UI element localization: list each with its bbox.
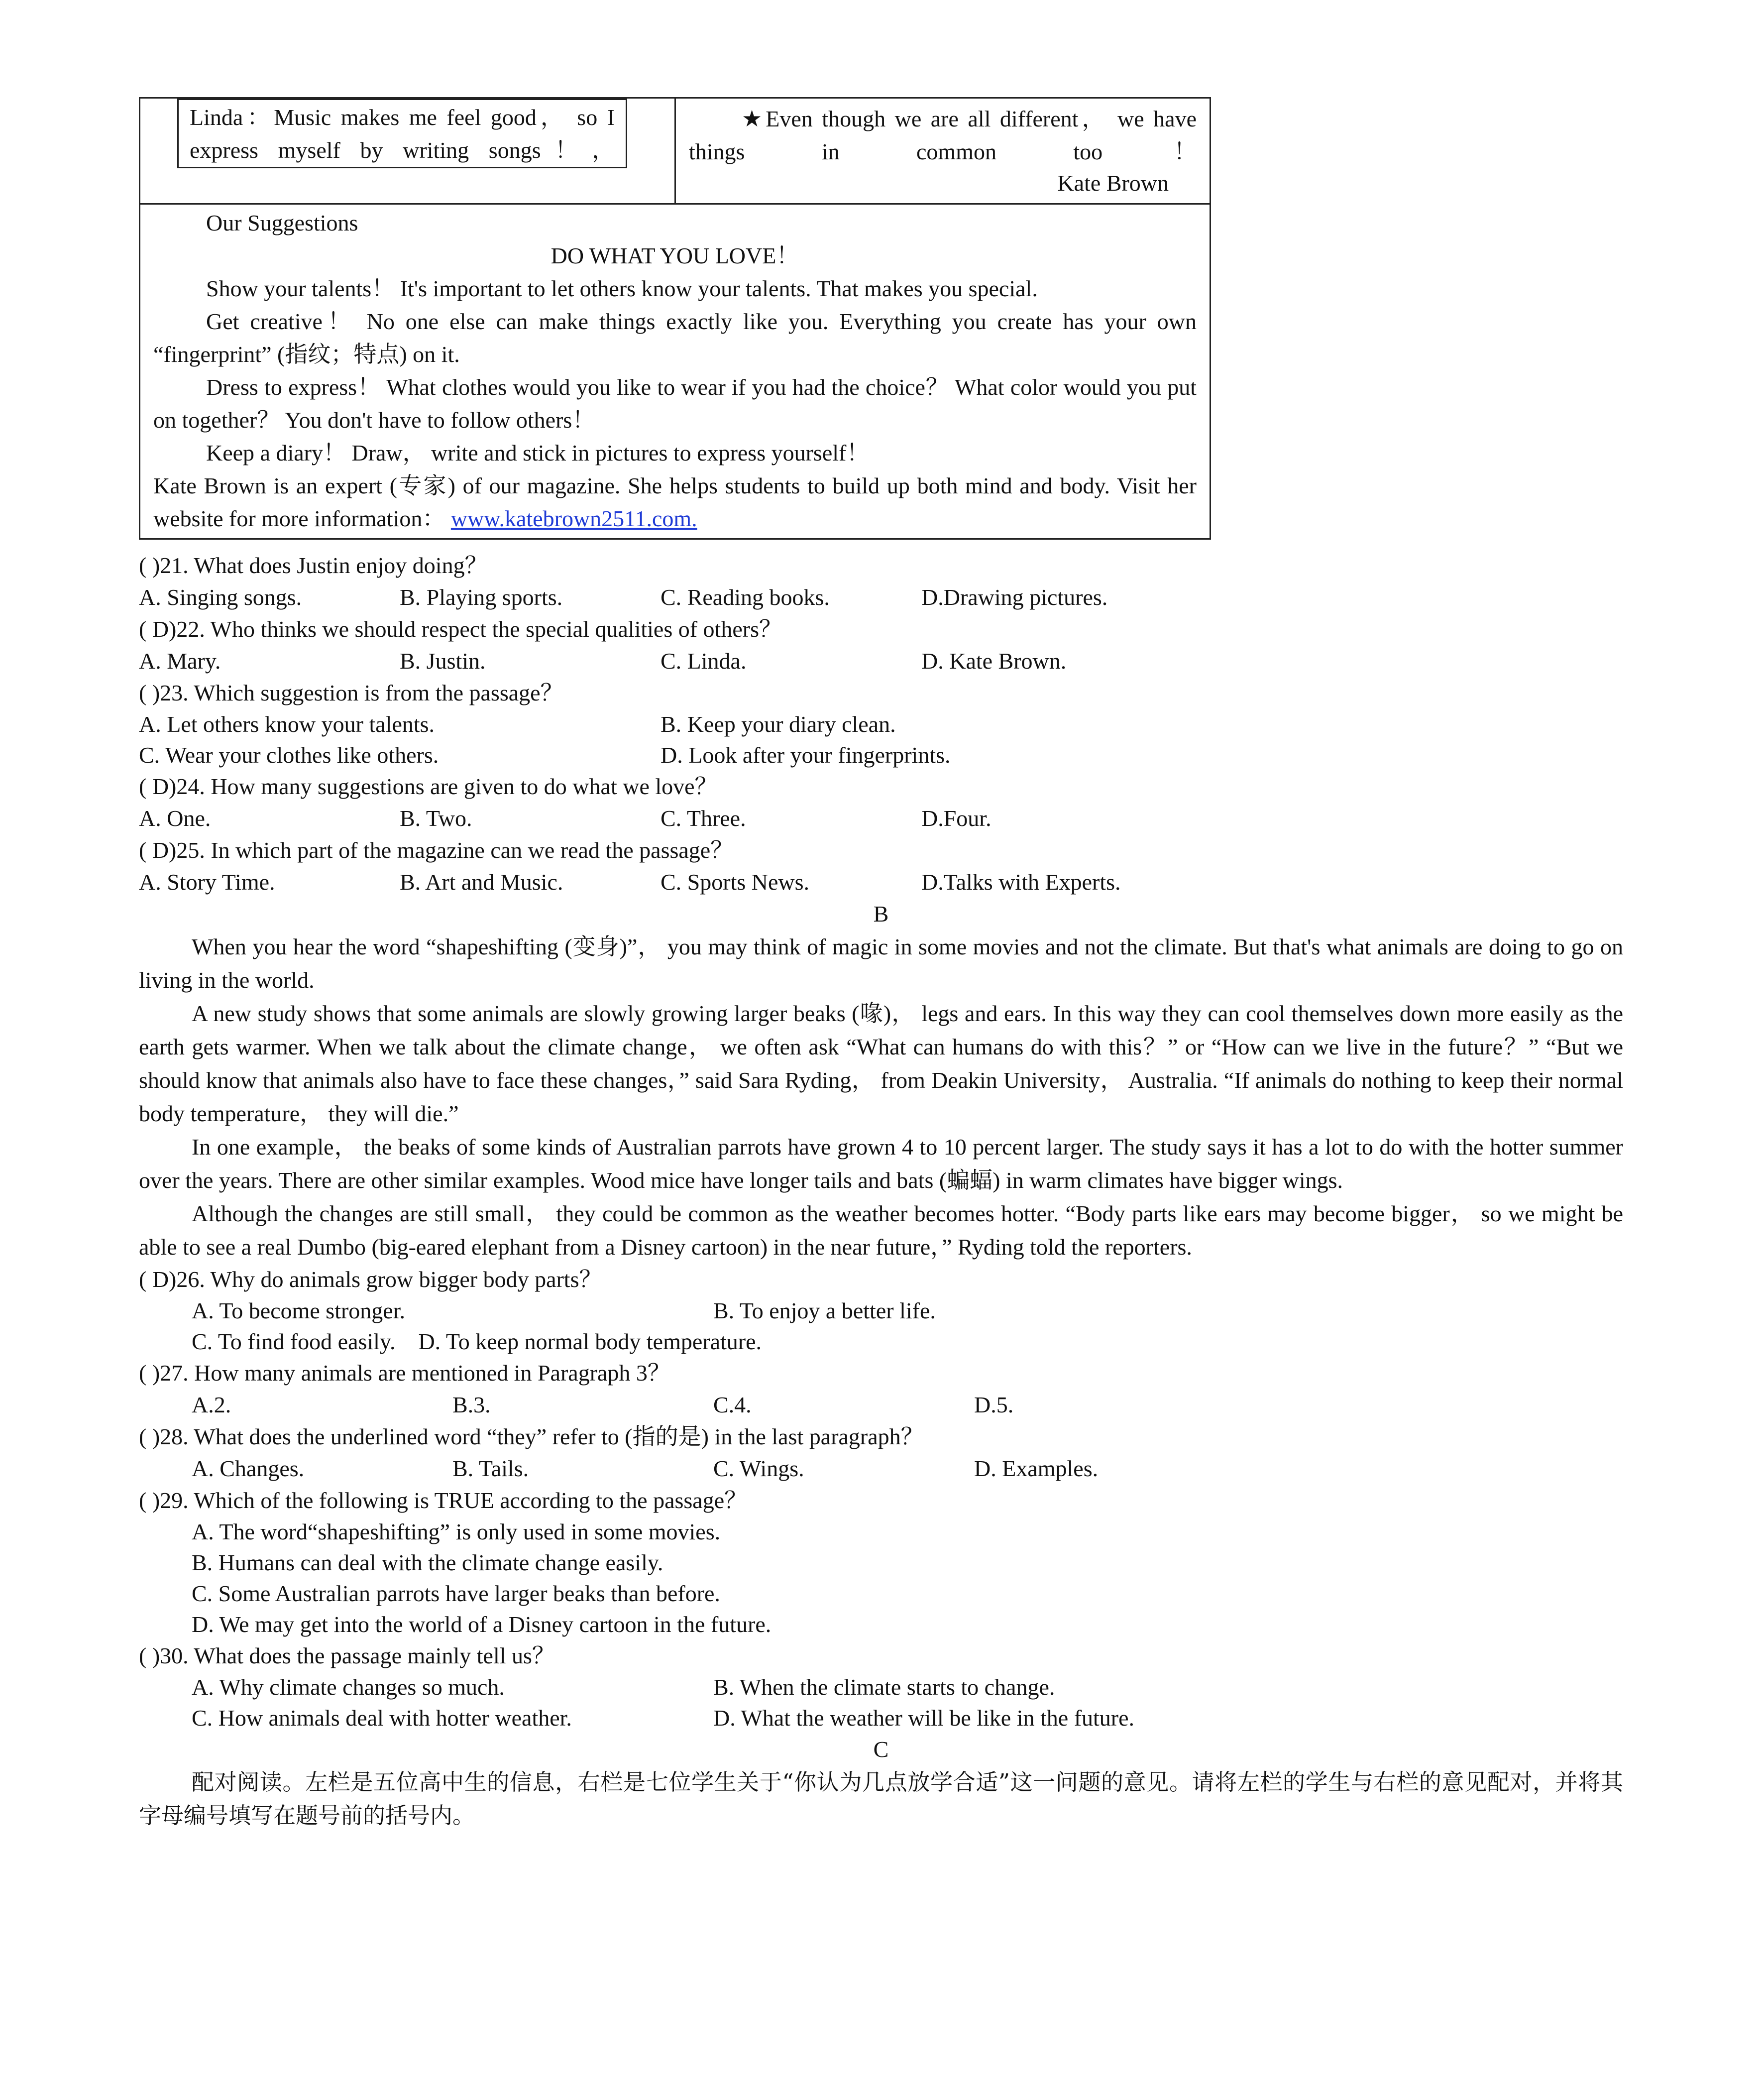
question-28-options <box>139 1453 1623 1485</box>
expert-note <box>153 469 1197 535</box>
magazine-table <box>139 97 1211 540</box>
option-c: C. How animals deal with hotter weather. <box>192 1705 572 1731</box>
option-b: B. Tails. <box>452 1456 529 1481</box>
suggestions-title: DO WHAT YOU LOVE！ <box>551 243 799 268</box>
option-c: C. Sports News. <box>661 869 810 895</box>
expert-text: Kate Brown is an expert (专家) of our magazine. She helps students to build up both mind and body. Visit her website for more information： <box>153 473 1197 531</box>
expert-website-link[interactable]: www.katebrown2511.com. <box>450 506 697 531</box>
question-27: ( )27. How many animals are mentioned in Paragraph 3？ <box>139 1360 670 1386</box>
option-d: D. Examples. <box>974 1456 1099 1481</box>
passage-b-paragraph-4: Although the changes are still small， they could be common as the weather becomes hotter. “Body parts like ears may become bigger， so we might be able to see a real Dumbo (big-eared elephant from a Disney cartoon) in the near future，” Ryding told the reporters. <box>139 1201 1623 1260</box>
table-top-row <box>140 99 1210 205</box>
option-d: D.Drawing pictures. <box>921 584 1108 610</box>
question-21-options <box>139 582 1211 613</box>
option-a: A. To become stronger. <box>192 1298 406 1323</box>
suggestions-heading: Our Suggestions <box>206 210 358 235</box>
option-c: C. Linda. <box>661 648 747 674</box>
document-page <box>139 97 1623 1832</box>
question-28-text: ( )28. What does the underlined word “they” refer to (指的是) in the last paragraph？ <box>139 1424 924 1449</box>
option-a: A. Why climate changes so much. <box>192 1674 505 1700</box>
question-30-options-cd <box>139 1703 1623 1734</box>
question-24-options <box>139 803 1211 834</box>
option-b: B. Two. <box>400 806 472 831</box>
question-22-options <box>139 645 1211 677</box>
option-a: A. The word“shapeshifting” is only used in some movies. <box>192 1519 721 1544</box>
question-30: ( )30. What does the passage mainly tell us？ <box>139 1643 555 1668</box>
option-b: B. Art and Music. <box>400 869 563 895</box>
option-a: A. Mary. <box>139 648 221 674</box>
question-26-options-ab <box>139 1295 1623 1326</box>
question-23-options-ab <box>139 709 1211 740</box>
option-b: B. Keep your diary clean. <box>661 711 896 737</box>
option-a: A. Let others know your talents. <box>139 711 435 737</box>
star-note-signature: Kate Brown <box>1057 170 1169 196</box>
option-d: D.Talks with Experts. <box>921 869 1121 895</box>
table-left-cell <box>140 99 676 203</box>
option-a: A. Story Time. <box>139 869 275 895</box>
option-d: D.Four. <box>921 806 992 831</box>
question-23-options-cd <box>139 740 1211 771</box>
option-a: A. One. <box>139 806 211 831</box>
part-b <box>139 898 1623 1734</box>
question-21: ( )21. What does Justin enjoy doing？ <box>139 553 488 578</box>
option-c: C. Reading books. <box>661 584 830 610</box>
option-b: B. Playing sports. <box>400 584 563 610</box>
option-b: B. Justin. <box>400 648 486 674</box>
option-b: B. Humans can deal with the climate change easily. <box>192 1550 663 1575</box>
question-25: ( D)25. In which part of the magazine can we read the passage？ <box>139 837 734 863</box>
part-c-instructions: 配对阅读。左栏是五位高中生的信息，右栏是七位学生关于“你认为几点放学合适”这一问题的意见。请将左栏的学生与右栏的意见配对，并将其字母编号填写在题号前的括号内。 <box>139 1769 1623 1829</box>
option-d: D. We may get into the world of a Disney cartoon in the future. <box>192 1612 772 1637</box>
question-29: ( )29. Which of the following is TRUE according to the passage？ <box>139 1488 748 1513</box>
option-c: C. Three. <box>661 806 746 831</box>
suggestions-cell <box>140 205 1210 538</box>
star-note: ★Even though we are all different， we have things in common too！ <box>689 106 1197 164</box>
option-c: C. Some Australian parrots have larger beaks than before. <box>192 1581 720 1606</box>
question-23: ( )23. Which suggestion is from the passage？ <box>139 680 563 705</box>
option-a: A.2. <box>192 1392 231 1417</box>
passage-b-paragraph-2: A new study shows that some animals are slowly growing larger beaks (喙)， legs and ears. In this way they can cool themselves down more easily as the earth gets warmer. When we talk about the climate change， we often ask “What can humans do with this？” or “How can we live in the future？” “But we should know that animals also have to face these changes，” said Sara Ryding， from Deakin University， Australia. “If animals do nothing to keep their normal body temperature， they will die.” <box>139 1001 1623 1126</box>
question-26-options-cd: C. To find food easily. D. To keep normal body temperature. <box>192 1329 762 1354</box>
option-d: D. Kate Brown. <box>921 648 1067 674</box>
question-25-options <box>139 866 1211 898</box>
option-a: A. Changes. <box>192 1456 305 1481</box>
option-b: B.3. <box>452 1392 491 1417</box>
passage-b-paragraph-3: In one example， the beaks of some kinds of Australian parrots have grown 4 to 10 percent larger. The study says it has a lot to do with the hotter summer over the years. There are other similar examples. Wood mice have longer tails and bats (蝙蝠) in warm climates have bigger wings. <box>139 1134 1623 1193</box>
option-b: B. When the climate starts to change. <box>713 1674 1055 1700</box>
option-c: C. Wings. <box>713 1456 804 1481</box>
option-d: D. Look after your fingerprints. <box>661 742 951 768</box>
section-label-c: C <box>873 1737 889 1762</box>
question-27-options <box>139 1389 1623 1421</box>
question-24: ( D)24. How many suggestions are given to do what we love？ <box>139 774 718 799</box>
suggestion-1: Show your talents！ It's important to let others know your talents. That makes you special. <box>206 276 1038 301</box>
option-b: B. To enjoy a better life. <box>713 1298 936 1323</box>
suggestion-2: Get creative！ No one else can make things exactly like you. Everything you create has your own “fingerprint” (指纹；特点) on it. <box>153 309 1197 367</box>
option-c: C. Wear your clothes like others. <box>139 742 439 768</box>
question-26: ( D)26. Why do animals grow bigger body parts？ <box>139 1267 602 1292</box>
part-a-questions <box>139 550 1211 898</box>
section-label-b: B <box>873 901 889 927</box>
question-22: ( D)22. Who thinks we should respect the special qualities of others？ <box>139 616 782 642</box>
question-30-options-ab <box>139 1672 1623 1703</box>
option-a: A. Singing songs. <box>139 584 302 610</box>
passage-b-paragraph-1: When you hear the word “shapeshifting (变身)”， you may think of magic in some movies and not the climate. But that's what animals are doing to go on living in the world. <box>139 934 1623 993</box>
question-28 <box>139 1421 1623 1453</box>
suggestion-4: Keep a diary！ Draw， write and stick in pictures to express yourself！ <box>206 440 870 466</box>
part-c <box>139 1734 1623 1832</box>
option-d: D.5. <box>974 1392 1014 1417</box>
option-d: D. What the weather will be like in the future. <box>713 1705 1135 1731</box>
option-c: C.4. <box>713 1392 752 1417</box>
suggestion-3: Dress to express！ What clothes would you like to wear if you had the choice？ What color would you put on together？ You don't have to follow others！ <box>153 374 1197 433</box>
table-right-cell <box>676 99 1210 203</box>
linda-quote-box: Linda：Music makes me feel good， so I express myself by writing songs！， <box>177 99 627 168</box>
